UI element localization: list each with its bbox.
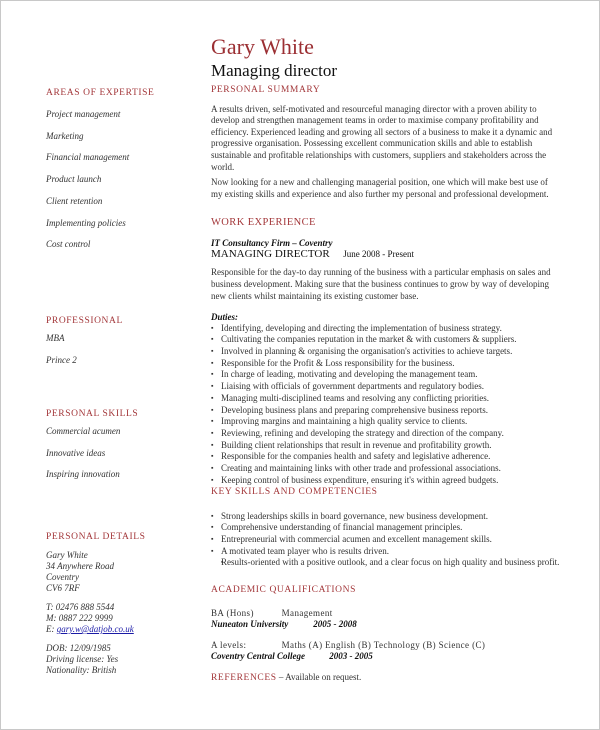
duty-item: ▪ Reviewing, refining and developing the strategy and direction of the company. <box>211 428 561 440</box>
duty-item: ▪ Building client relationships that result in revenue and profitability growth. <box>211 440 561 452</box>
references-text: – Available on request. <box>276 671 362 682</box>
work-experience-heading: WORK EXPERIENCE <box>211 217 316 228</box>
employment-dates: June 2008 - Present <box>343 248 414 259</box>
areas-of-expertise-section <box>46 88 196 256</box>
position-title: MANAGING DIRECTOR <box>211 247 330 260</box>
academic-entry <box>211 640 561 662</box>
address-line: 34 Anywhere Road <box>46 561 114 571</box>
personal-summary-heading: PERSONAL SUMMARY <box>211 85 321 95</box>
study-years: 2005 - 2008 <box>313 618 357 629</box>
duty-item: ▪ Responsible for the companies health and safety and legislative adherence. <box>211 451 561 463</box>
skill-item: ▪ Strong leaderships skills in board governance, new business development. <box>211 511 561 523</box>
personal-summary-section <box>211 85 561 200</box>
key-skills-heading: KEY SKILLS AND COMPETENCIES <box>211 487 378 497</box>
expertise-item: Implementing policies <box>46 217 126 228</box>
duty-item: ▪ Creating and maintaining links with other trade and professional associations. <box>211 463 561 475</box>
company-name: IT Consultancy Firm – Coventry <box>211 237 333 248</box>
skill-item: ▪ A motivated team player who is results driven. <box>211 546 561 558</box>
duty-item: ▪ Identifying, developing and directing the implementation of business strategy. <box>211 323 561 335</box>
professional-heading: PROFESSIONAL <box>46 316 123 326</box>
areas-of-expertise-heading: AREAS OF EXPERTISE <box>46 88 155 98</box>
mobile-number: M: 0887 222 9999 <box>46 613 113 623</box>
work-experience-section <box>211 217 561 486</box>
references-heading: REFERENCES <box>211 672 277 683</box>
driving-license: Driving license: Yes <box>46 654 119 664</box>
academic-section <box>211 585 561 684</box>
academic-entry <box>211 608 561 630</box>
duty-item: ▪ Developing business plans and preparing comprehensive business reports. <box>211 405 561 417</box>
duty-item: ▪ Managing multi-disciplined teams and resolving any conflicting priorities. <box>211 393 561 405</box>
personal-skill-item: Innovative ideas <box>46 447 106 458</box>
position-row <box>211 248 561 260</box>
personal-skills-heading: PERSONAL SKILLS <box>46 409 139 419</box>
expertise-item: Client retention <box>46 195 103 206</box>
duty-item: ▪ In charge of leading, motivating and developing the management team. <box>211 369 561 381</box>
personal-skills-section <box>46 409 196 486</box>
summary-paragraph: A results driven, self-motivated and resourceful managing director with a proven ability to develop and strengthen management teams in order to maximise company profitability and efficiency. Experienced leading and growing all sectors of a business to make it a dynamic and progressive organisation. Possessing excellent communication skills and able to establish sustainable and profitable relationships with customers, suppliers and stakeholders across the world. <box>211 103 553 172</box>
email-row <box>46 624 196 635</box>
personal-skill-item: Commercial acumen <box>46 426 121 436</box>
duty-item: ▪ Involved in planning & organising the organisation's activities to achieve targets. <box>211 346 561 358</box>
expertise-item: Financial management <box>46 152 130 163</box>
nationality: Nationality: British <box>46 665 117 675</box>
study-years: 2003 - 2005 <box>329 650 373 661</box>
professional-section <box>46 316 196 371</box>
qualification-subject: Maths (A) English (B) Technology (B) Science (C) <box>281 639 486 650</box>
summary-paragraph: Now looking for a new and challenging managerial position, one which will make best use of my existing skills and experience and also further my personal and professional development. <box>211 177 549 199</box>
duty-item: ▪ Liaising with officials of government departments and regulatory bodies. <box>211 381 561 393</box>
phone-number: T: 02476 888 5544 <box>46 602 115 612</box>
email-link[interactable]: gary.w@datjob.co.uk <box>56 624 134 634</box>
duty-item: ▪ Improving margins and maintaining a high quality service to clients. <box>211 416 561 428</box>
job-description: Responsible for the day-to day running of the business with a particular emphasis on sales and business development. Making sure that the business continues to grow by way of developing new clients whilst maintaining its existing customer base. <box>211 266 551 301</box>
personal-skill-item: Inspiring innovation <box>46 469 120 480</box>
institution-name: Coventry Central College <box>211 650 305 661</box>
personal-details-heading: PERSONAL DETAILS <box>46 532 146 542</box>
address-line: Coventry <box>46 572 79 582</box>
email-label: E: <box>46 624 55 634</box>
academic-heading: ACADEMIC QUALIFICATIONS <box>211 585 356 595</box>
qualification-name: A levels: <box>211 639 247 650</box>
professional-item: Prince 2 <box>46 354 77 365</box>
duty-item: ▪ Keeping control of business expenditure, ensuring it's within agreed budgets. <box>211 475 561 487</box>
key-skills-section <box>211 487 561 569</box>
candidate-name: Gary White <box>211 34 314 59</box>
institution-name: Nuneaton University <box>211 618 289 629</box>
expertise-item: Cost control <box>46 239 91 250</box>
personal-details-section <box>46 532 196 676</box>
address-line: CV6 7RF <box>46 583 80 593</box>
skill-item: ▪ Entrepreneurial with commercial acumen and excellent management skills. <box>211 534 561 546</box>
references-row <box>211 672 561 685</box>
qualification-name: BA (Hons) <box>211 607 254 618</box>
duties-label: Duties: <box>211 311 238 322</box>
duties-list <box>211 323 561 487</box>
duty-item: ▪ Cultivating the companies reputation in the market & with customers & suppliers. <box>211 334 561 346</box>
professional-item: MBA <box>46 333 65 343</box>
expertise-item: Project management <box>46 109 121 119</box>
skill-item: ▪ Results-oriented with a positive outlook, and a clear focus on high quality and business profit. <box>211 557 561 569</box>
expertise-item: Product launch <box>46 174 102 185</box>
skill-item: ▪ Comprehensive understanding of financial management principles. <box>211 522 561 534</box>
key-skills-list <box>211 511 561 570</box>
date-of-birth: DOB: 12/09/1985 <box>46 643 111 653</box>
qualification-subject: Management <box>281 607 333 618</box>
duty-item: ▪ Responsible for the Profit & Loss responsibility for the business. <box>211 358 561 370</box>
candidate-title: Managing director <box>211 61 338 80</box>
address-line: Gary White <box>46 550 88 560</box>
expertise-item: Marketing <box>46 130 84 141</box>
